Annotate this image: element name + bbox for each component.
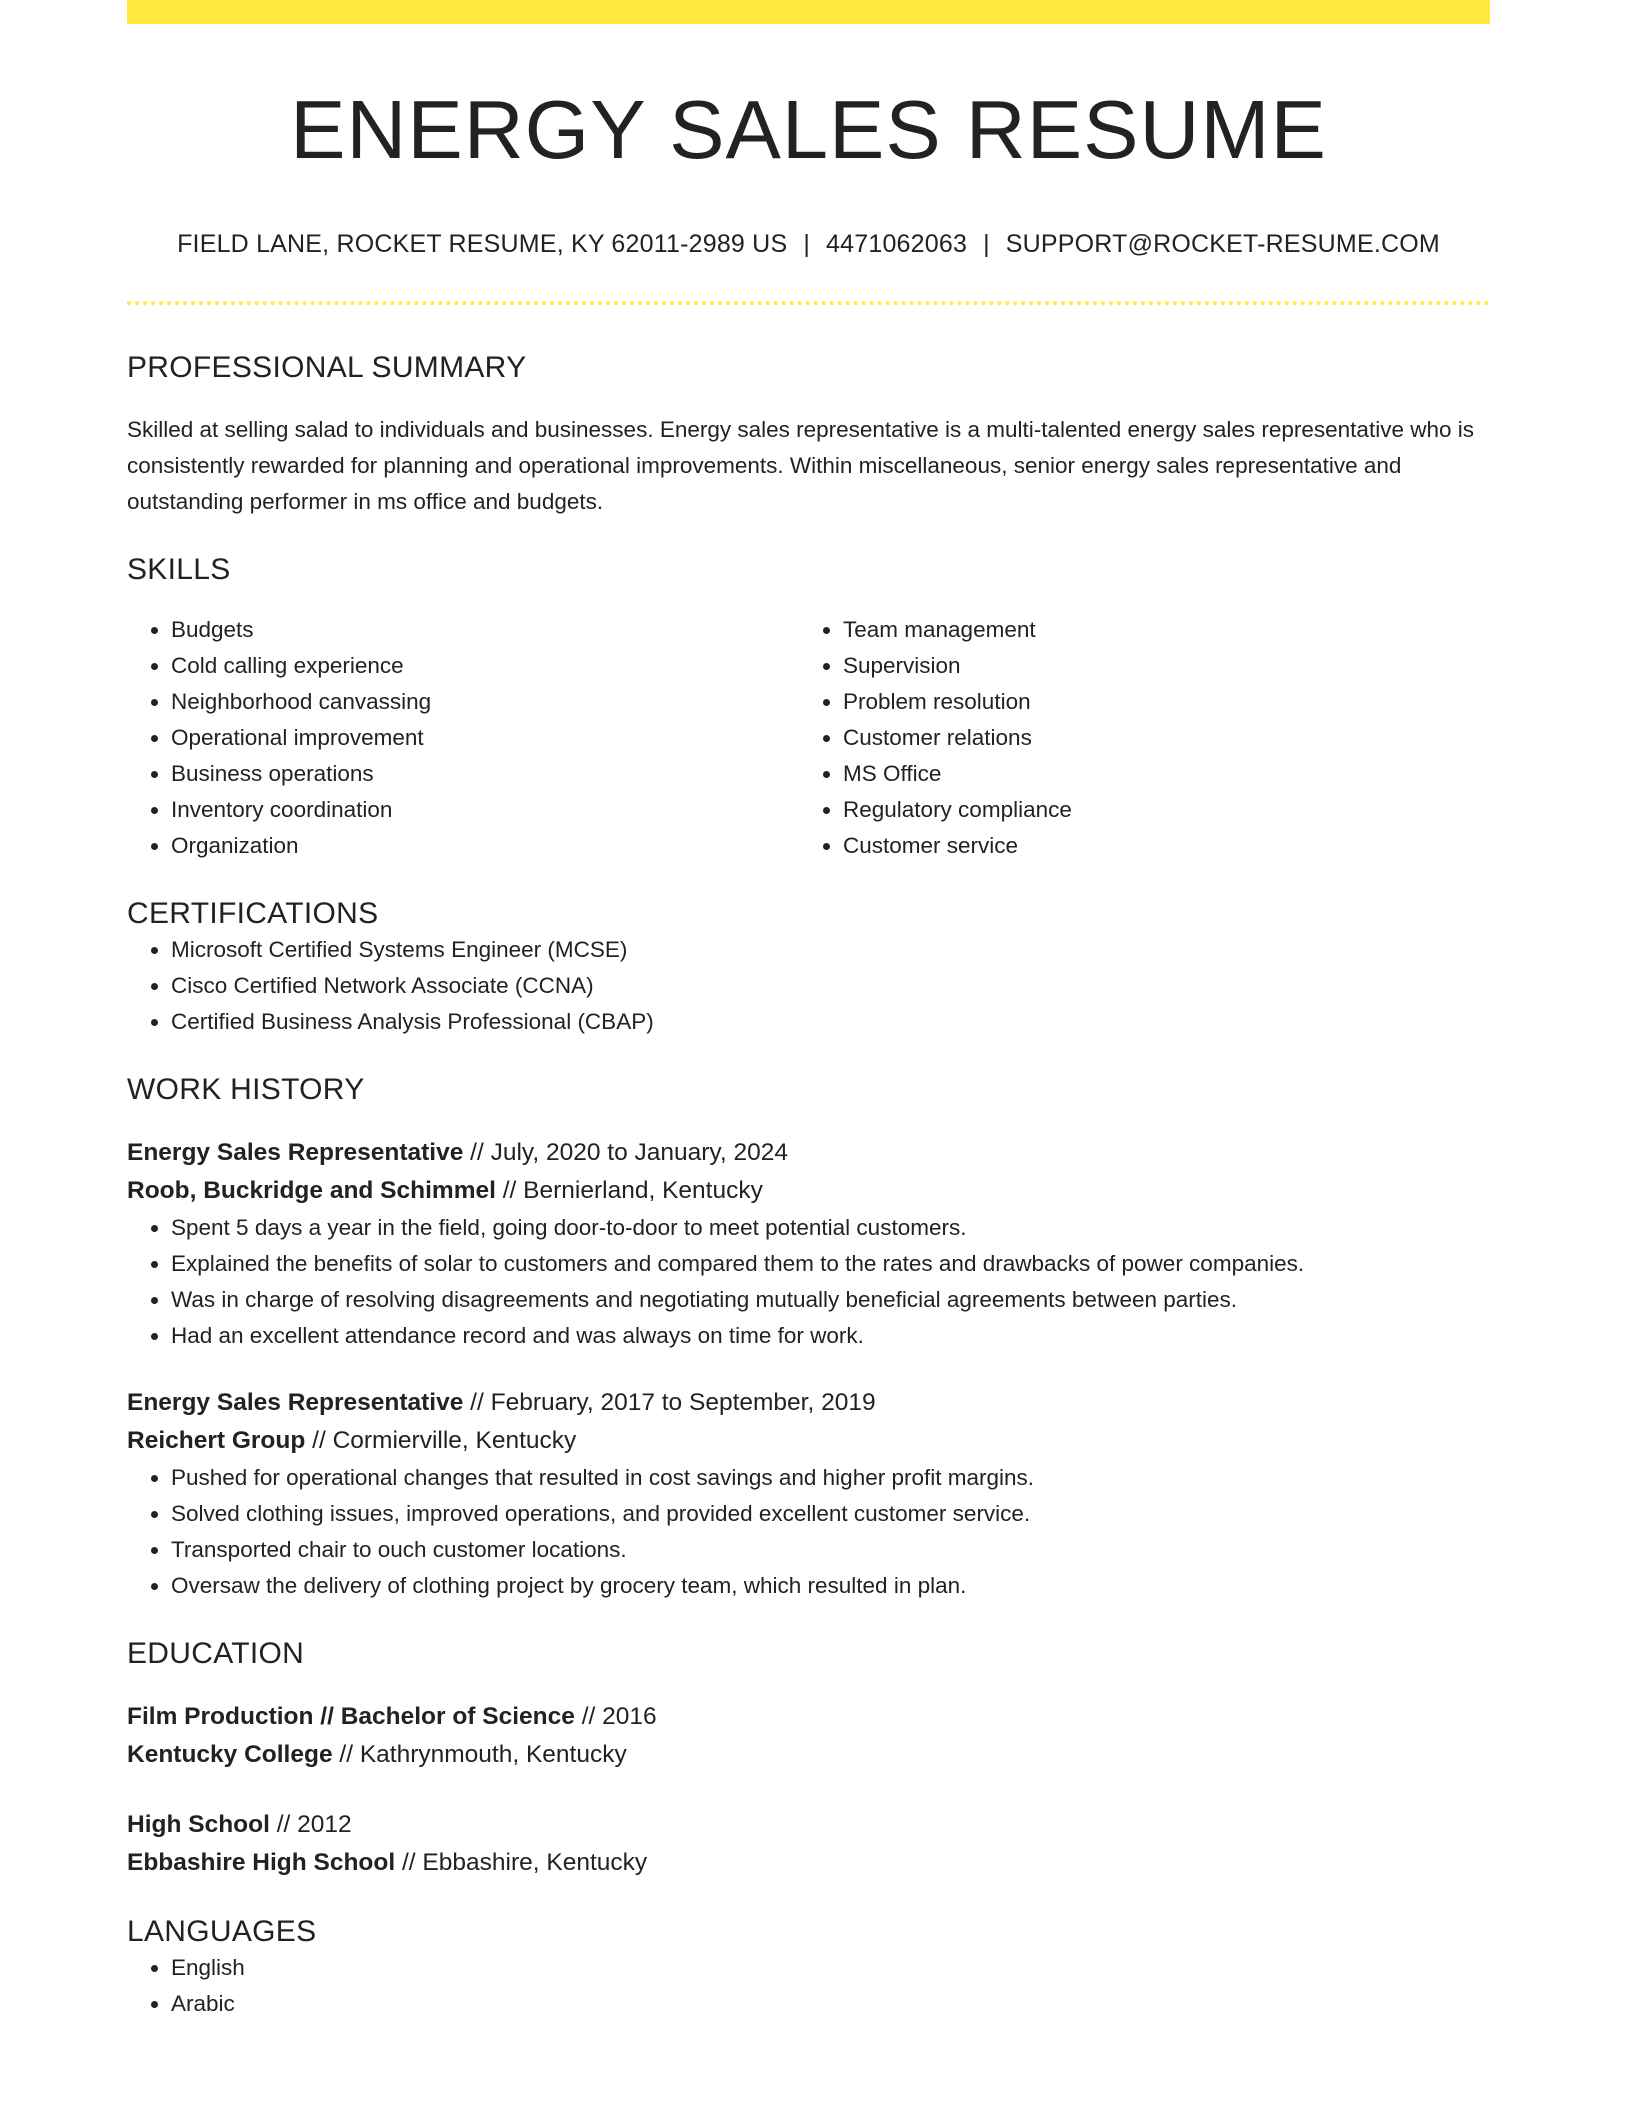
job-duty-item: • Transported chair to ouch customer locations. bbox=[171, 1532, 1490, 1568]
contact-address: FIELD LANE, ROCKET RESUME, KY 62011-2989 US bbox=[177, 230, 788, 259]
job-duty-item: • Oversaw the delivery of clothing project by grocery team, which resulted in plan. bbox=[171, 1568, 1490, 1604]
education-degree-line bbox=[127, 1698, 1490, 1736]
job-company: Roob, Buckridge and Schimmel bbox=[127, 1177, 496, 1205]
skill-item: • Organization bbox=[171, 828, 799, 864]
job-dates: February, 2017 to September, 2019 bbox=[490, 1389, 876, 1417]
job-duty-item: • Explained the benefits of solar to customers and compared them to the rates and drawbacks of power companies. bbox=[171, 1246, 1490, 1282]
education-degree: High School bbox=[127, 1811, 270, 1839]
separator: // bbox=[574, 1703, 603, 1731]
contact-line bbox=[127, 229, 1490, 259]
education-entry bbox=[127, 1698, 1490, 1774]
resume-page bbox=[127, 0, 1490, 2022]
skill-item: • Customer service bbox=[843, 828, 1471, 864]
contact-email[interactable]: SUPPORT@ROCKET-RESUME.COM bbox=[1005, 230, 1440, 259]
job-entry bbox=[127, 1134, 1490, 1354]
separator: // bbox=[463, 1139, 491, 1167]
job-duties-list bbox=[127, 1210, 1490, 1354]
separator: // bbox=[332, 1741, 360, 1769]
education-location: Ebbashire, Kentucky bbox=[422, 1849, 648, 1877]
separator: // bbox=[463, 1389, 491, 1417]
education-school-line bbox=[127, 1844, 1490, 1882]
language-item: • Arabic bbox=[171, 1986, 1490, 2022]
skill-item: • Business operations bbox=[171, 756, 799, 792]
certifications-list bbox=[127, 932, 1490, 1040]
skill-item: • Operational improvement bbox=[171, 720, 799, 756]
separator: // bbox=[495, 1177, 524, 1205]
skills-column-right bbox=[799, 612, 1471, 864]
job-title-line bbox=[127, 1134, 1490, 1172]
job-location: Bernierland, Kentucky bbox=[523, 1177, 763, 1205]
education-year: 2012 bbox=[297, 1811, 352, 1839]
skills-list bbox=[127, 612, 1490, 864]
contact-phone: 4471062063 bbox=[826, 230, 968, 259]
separator: // bbox=[269, 1811, 298, 1839]
separator: // bbox=[305, 1427, 333, 1455]
job-company-line bbox=[127, 1422, 1490, 1460]
skill-item: • Budgets bbox=[171, 612, 799, 648]
job-duty-item: • Spent 5 days a year in the field, going door-to-door to meet potential customers. bbox=[171, 1210, 1490, 1246]
education-degree-line bbox=[127, 1806, 1490, 1844]
contact-separator: | bbox=[803, 230, 811, 259]
job-dates: July, 2020 to January, 2024 bbox=[490, 1139, 788, 1167]
certification-item: • Microsoft Certified Systems Engineer (MCSE) bbox=[171, 932, 1490, 968]
work-history-heading: WORK HISTORY bbox=[127, 1073, 365, 1107]
job-duties-list bbox=[127, 1460, 1490, 1604]
job-title: Energy Sales Representative bbox=[127, 1389, 464, 1417]
languages-heading: LANGUAGES bbox=[127, 1915, 317, 1949]
summary-heading: PROFESSIONAL SUMMARY bbox=[127, 351, 527, 385]
skill-item: • Customer relations bbox=[843, 720, 1471, 756]
job-title-line bbox=[127, 1384, 1490, 1422]
dotted-divider bbox=[127, 301, 1490, 305]
job-duty-item: • Was in charge of resolving disagreements and negotiating mutually beneficial agreements between parties. bbox=[171, 1282, 1490, 1318]
education-entry bbox=[127, 1806, 1490, 1882]
education-school: Ebbashire High School bbox=[127, 1849, 396, 1877]
education-school: Kentucky College bbox=[127, 1741, 333, 1769]
education-heading: EDUCATION bbox=[127, 1637, 305, 1671]
skill-item: • Team management bbox=[843, 612, 1471, 648]
job-location: Cormierville, Kentucky bbox=[332, 1427, 577, 1455]
skill-item: • Neighborhood canvassing bbox=[171, 684, 799, 720]
job-company-line bbox=[127, 1172, 1490, 1210]
skill-item: • Problem resolution bbox=[843, 684, 1471, 720]
education-school-line bbox=[127, 1736, 1490, 1774]
job-duty-item: • Solved clothing issues, improved operations, and provided excellent customer service. bbox=[171, 1496, 1490, 1532]
skill-item: • Regulatory compliance bbox=[843, 792, 1471, 828]
resume-title: ENERGY SALES RESUME bbox=[290, 83, 1327, 176]
job-duty-item: • Had an excellent attendance record and was always on time for work. bbox=[171, 1318, 1490, 1354]
skill-item: • Inventory coordination bbox=[171, 792, 799, 828]
skills-heading: SKILLS bbox=[127, 553, 231, 587]
summary-text: Skilled at selling salad to individuals and businesses. Energy sales representative is a multi-talented energy sales representative who is consistently rewarded for planning and operational improvements. Within miscellaneous, senior energy sales representative and outstanding performer in ms office and budgets. bbox=[127, 417, 1474, 515]
language-item: • English bbox=[171, 1950, 1490, 1986]
top-accent-bar bbox=[127, 0, 1490, 24]
education-year: 2016 bbox=[602, 1703, 657, 1731]
skill-item: • MS Office bbox=[843, 756, 1471, 792]
job-company: Reichert Group bbox=[127, 1427, 306, 1455]
contact-separator: | bbox=[983, 230, 990, 259]
education-degree: Film Production // Bachelor of Science bbox=[127, 1703, 575, 1731]
job-entry bbox=[127, 1384, 1490, 1604]
certifications-heading: CERTIFICATIONS bbox=[127, 897, 379, 931]
certification-item: • Cisco Certified Network Associate (CCNA) bbox=[171, 968, 1490, 1004]
education-location: Kathrynmouth, Kentucky bbox=[359, 1741, 627, 1769]
certification-item: • Certified Business Analysis Professional (CBAP) bbox=[171, 1004, 1490, 1040]
skill-item: • Supervision bbox=[843, 648, 1471, 684]
languages-list bbox=[127, 1950, 1490, 2022]
separator: // bbox=[395, 1849, 423, 1877]
job-duty-item: • Pushed for operational changes that resulted in cost savings and higher profit margins. bbox=[171, 1460, 1490, 1496]
skill-item: • Cold calling experience bbox=[171, 648, 799, 684]
job-title: Energy Sales Representative bbox=[127, 1139, 464, 1167]
skills-column-left bbox=[127, 612, 799, 864]
